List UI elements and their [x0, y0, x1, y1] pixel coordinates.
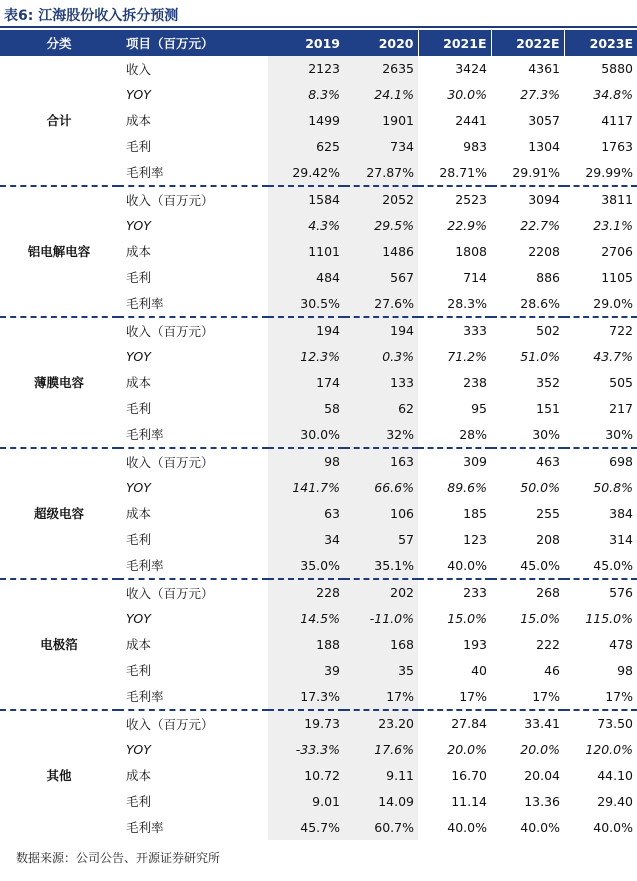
row-label: 收入（百万元） — [118, 186, 268, 213]
value-cell: 58 — [268, 395, 344, 421]
value-cell: 185 — [463, 505, 487, 521]
value-cell: 73.50 — [564, 710, 637, 737]
value-cell: 1901 — [344, 108, 418, 134]
value-cell: 208 — [536, 531, 560, 547]
value-cell: 63 — [268, 501, 344, 527]
row-label: 成本 — [126, 506, 152, 522]
row-label: 毛利率 — [126, 296, 164, 312]
value-cell: 567 — [344, 264, 418, 290]
row-label: 成本 — [126, 244, 152, 260]
value-cell: 14.09 — [344, 788, 418, 814]
row-label: YOY — [126, 480, 151, 496]
value-cell: 188 — [268, 632, 344, 658]
value-cell: 27.6% — [344, 290, 418, 317]
value-cell: 89.6% — [447, 480, 487, 496]
value-cell: 576 — [564, 579, 637, 606]
row-label: 收入（百万元） — [118, 579, 268, 606]
value-cell: 17% — [605, 688, 633, 704]
row-label: 毛利 — [126, 663, 152, 679]
row-label: 毛利率 — [126, 558, 164, 574]
value-cell: 40.0% — [447, 557, 487, 573]
header-year-2022e: 2022E — [491, 30, 564, 56]
value-cell: 10.72 — [268, 763, 344, 789]
category-label: 合计 — [46, 113, 72, 129]
header-category: 分类 — [0, 30, 118, 56]
value-cell: 4.3% — [268, 213, 344, 239]
row-label: 成本 — [126, 113, 152, 129]
value-cell: 51.0% — [520, 349, 560, 365]
value-cell: 352 — [536, 374, 560, 390]
value-cell: 3811 — [564, 186, 637, 213]
row-label: 收入（百万元） — [118, 448, 268, 475]
value-cell: 45.0% — [520, 557, 560, 573]
value-cell: 1101 — [268, 239, 344, 265]
value-cell: 2123 — [268, 56, 344, 82]
value-cell: 463 — [491, 448, 564, 475]
table-title: 表6: 江海股份收入拆分预测 — [4, 8, 179, 24]
value-cell: 35 — [344, 657, 418, 683]
value-cell: 9.11 — [344, 763, 418, 789]
table-row — [0, 186, 637, 213]
header-year-2019: 2019 — [268, 30, 344, 56]
value-cell: 1808 — [455, 243, 487, 259]
value-cell: 505 — [609, 374, 633, 390]
value-cell: 28.3% — [447, 295, 487, 311]
table-row — [0, 710, 637, 737]
value-cell: 28.71% — [439, 164, 487, 180]
row-label: YOY — [126, 742, 151, 758]
header-year-2020: 2020 — [344, 30, 418, 56]
table-row — [0, 56, 637, 82]
value-cell: 1584 — [268, 186, 344, 213]
value-cell: 222 — [536, 636, 560, 652]
value-cell: -11.0% — [344, 606, 418, 632]
value-cell: 4361 — [528, 61, 560, 77]
row-label: YOY — [126, 218, 151, 234]
title-rule — [0, 26, 637, 28]
value-cell: 2208 — [528, 243, 560, 259]
value-cell: 2706 — [601, 243, 633, 259]
value-cell: 625 — [268, 133, 344, 159]
value-cell: 194 — [344, 317, 418, 344]
value-cell: 30.0% — [447, 87, 487, 103]
value-cell: 50.8% — [593, 480, 633, 496]
row-label: 毛利 — [126, 401, 152, 417]
source-note: 数据来源：公司公告、开源证券研究所 — [16, 851, 221, 865]
value-cell: 35.0% — [268, 552, 344, 579]
row-label: 成本 — [126, 637, 152, 653]
value-cell: 50.0% — [520, 480, 560, 496]
value-cell: 255 — [536, 505, 560, 521]
value-cell: 115.0% — [585, 611, 633, 627]
value-cell: 268 — [491, 579, 564, 606]
value-cell: 28.6% — [520, 295, 560, 311]
value-cell: 141.7% — [268, 475, 344, 501]
value-cell: 886 — [536, 269, 560, 285]
header-row — [0, 30, 637, 56]
value-cell: 4117 — [601, 112, 633, 128]
table-row — [0, 579, 637, 606]
row-label: 毛利率 — [126, 820, 164, 835]
table-row — [0, 317, 637, 344]
value-cell: 1105 — [601, 269, 633, 285]
row-label: 毛利 — [126, 270, 152, 286]
value-cell: 20.0% — [520, 742, 560, 758]
value-cell: 193 — [463, 636, 487, 652]
value-cell: 27.84 — [418, 710, 491, 737]
table-row — [0, 448, 637, 475]
value-cell: 39 — [268, 657, 344, 683]
value-cell: 3424 — [455, 61, 487, 77]
value-cell: 33.41 — [491, 710, 564, 737]
value-cell: 22.9% — [447, 218, 487, 234]
value-cell: 698 — [564, 448, 637, 475]
value-cell: 95 — [471, 400, 487, 416]
value-cell: 29.0% — [593, 295, 633, 311]
category-label: 其他 — [0, 710, 118, 840]
value-cell: 17.6% — [344, 737, 418, 763]
value-cell: 16.70 — [451, 767, 487, 783]
value-cell: 22.7% — [520, 218, 560, 234]
value-cell: 44.10 — [597, 767, 633, 783]
row-label: YOY — [126, 611, 151, 627]
value-cell: 3057 — [528, 112, 560, 128]
value-cell: 29.5% — [344, 213, 418, 239]
value-cell: 151 — [536, 400, 560, 416]
value-cell: 3094 — [491, 186, 564, 213]
value-cell: 35.1% — [344, 552, 418, 579]
value-cell: 34 — [268, 526, 344, 552]
value-cell: 34.8% — [593, 87, 633, 103]
value-cell: 174 — [268, 370, 344, 396]
value-cell: 1763 — [601, 138, 633, 154]
value-cell: 40 — [471, 662, 487, 678]
value-cell: 17.3% — [268, 683, 344, 710]
row-label: YOY — [126, 349, 151, 365]
value-cell: 46 — [544, 662, 560, 678]
value-cell: 502 — [491, 317, 564, 344]
value-cell: 11.14 — [451, 793, 487, 809]
value-cell: 17% — [459, 688, 487, 704]
row-label: 毛利 — [126, 794, 152, 810]
value-cell: 1486 — [344, 239, 418, 265]
value-cell: 71.2% — [447, 349, 487, 365]
value-cell: 23.20 — [344, 710, 418, 737]
header-year-2021e: 2021E — [418, 30, 491, 56]
value-cell: 238 — [463, 374, 487, 390]
value-cell: 133 — [344, 370, 418, 396]
value-cell: 23.1% — [593, 218, 633, 234]
value-cell: 2523 — [418, 186, 491, 213]
value-cell: 98 — [268, 448, 344, 475]
value-cell: 168 — [344, 632, 418, 658]
value-cell: 24.1% — [344, 82, 418, 108]
header-year-2023e: 2023E — [564, 30, 637, 56]
value-cell: 62 — [344, 395, 418, 421]
value-cell: 106 — [344, 501, 418, 527]
value-cell: 384 — [609, 505, 633, 521]
category-label: 薄膜电容 — [0, 317, 118, 448]
row-label: 收入 — [126, 61, 152, 77]
table-body — [0, 56, 637, 840]
header-item: 项目（百万元） — [118, 30, 268, 56]
row-label: 毛利 — [126, 532, 152, 548]
value-cell: 983 — [463, 138, 487, 154]
value-cell: 12.3% — [268, 344, 344, 370]
value-cell: 29.91% — [512, 164, 560, 180]
value-cell: 478 — [609, 636, 633, 652]
value-cell: 15.0% — [447, 611, 487, 627]
value-cell: 40.0% — [593, 819, 633, 835]
value-cell: 28% — [459, 426, 487, 442]
value-cell: 13.36 — [524, 793, 560, 809]
value-cell: 15.0% — [520, 611, 560, 627]
value-cell: 19.73 — [268, 710, 344, 737]
value-cell: 202 — [344, 579, 418, 606]
value-cell: 30.5% — [268, 290, 344, 317]
value-cell: 484 — [268, 264, 344, 290]
value-cell: 14.5% — [268, 606, 344, 632]
value-cell: 98 — [617, 662, 633, 678]
value-cell: 30% — [605, 426, 633, 442]
value-cell: 217 — [609, 400, 633, 416]
value-cell: 60.7% — [344, 814, 418, 840]
value-cell: 2441 — [455, 112, 487, 128]
value-cell: 5880 — [601, 61, 633, 77]
value-cell: 17% — [532, 688, 560, 704]
row-label: 收入（百万元） — [118, 317, 268, 344]
value-cell: 2052 — [344, 186, 418, 213]
value-cell: 20.04 — [524, 767, 560, 783]
value-cell: 40.0% — [447, 819, 487, 835]
value-cell: 17% — [344, 683, 418, 710]
value-cell: 66.6% — [344, 475, 418, 501]
value-cell: 30.0% — [268, 421, 344, 448]
row-label: 成本 — [126, 375, 152, 391]
value-cell: 1304 — [528, 138, 560, 154]
value-cell: 29.40 — [597, 793, 633, 809]
value-cell: 714 — [463, 269, 487, 285]
value-cell: -33.3% — [268, 737, 344, 763]
value-cell: 163 — [344, 448, 418, 475]
value-cell: 722 — [564, 317, 637, 344]
row-label: 毛利 — [126, 139, 152, 155]
value-cell: 30% — [532, 426, 560, 442]
value-cell: 27.87% — [344, 159, 418, 186]
value-cell: 314 — [609, 531, 633, 547]
value-cell: 32% — [344, 421, 418, 448]
value-cell: 194 — [268, 317, 344, 344]
value-cell: 333 — [418, 317, 491, 344]
value-cell: 309 — [418, 448, 491, 475]
value-cell: 29.42% — [268, 159, 344, 186]
value-cell: 20.0% — [447, 742, 487, 758]
category-label: 电极箔 — [0, 579, 118, 710]
value-cell: 2635 — [344, 56, 418, 82]
value-cell: 45.7% — [268, 814, 344, 840]
category-label: 铝电解电容 — [0, 186, 118, 317]
category-label: 超级电容 — [0, 448, 118, 579]
value-cell: 0.3% — [344, 344, 418, 370]
row-label: 毛利率 — [126, 689, 164, 705]
value-cell: 40.0% — [520, 819, 560, 835]
value-cell: 29.99% — [585, 164, 633, 180]
value-cell: 8.3% — [268, 82, 344, 108]
forecast-table — [0, 30, 637, 840]
value-cell: 228 — [268, 579, 344, 606]
row-label: 毛利率 — [126, 165, 164, 181]
value-cell: 1499 — [268, 108, 344, 134]
value-cell: 120.0% — [585, 742, 633, 758]
row-label: 成本 — [126, 768, 152, 784]
value-cell: 9.01 — [268, 788, 344, 814]
value-cell: 27.3% — [520, 87, 560, 103]
value-cell: 233 — [418, 579, 491, 606]
value-cell: 43.7% — [593, 349, 633, 365]
row-label: 毛利率 — [126, 427, 164, 443]
row-label: 收入（百万元） — [118, 710, 268, 737]
value-cell: 57 — [344, 526, 418, 552]
row-label: YOY — [126, 87, 151, 103]
value-cell: 123 — [463, 531, 487, 547]
value-cell: 45.0% — [593, 557, 633, 573]
value-cell: 734 — [344, 133, 418, 159]
